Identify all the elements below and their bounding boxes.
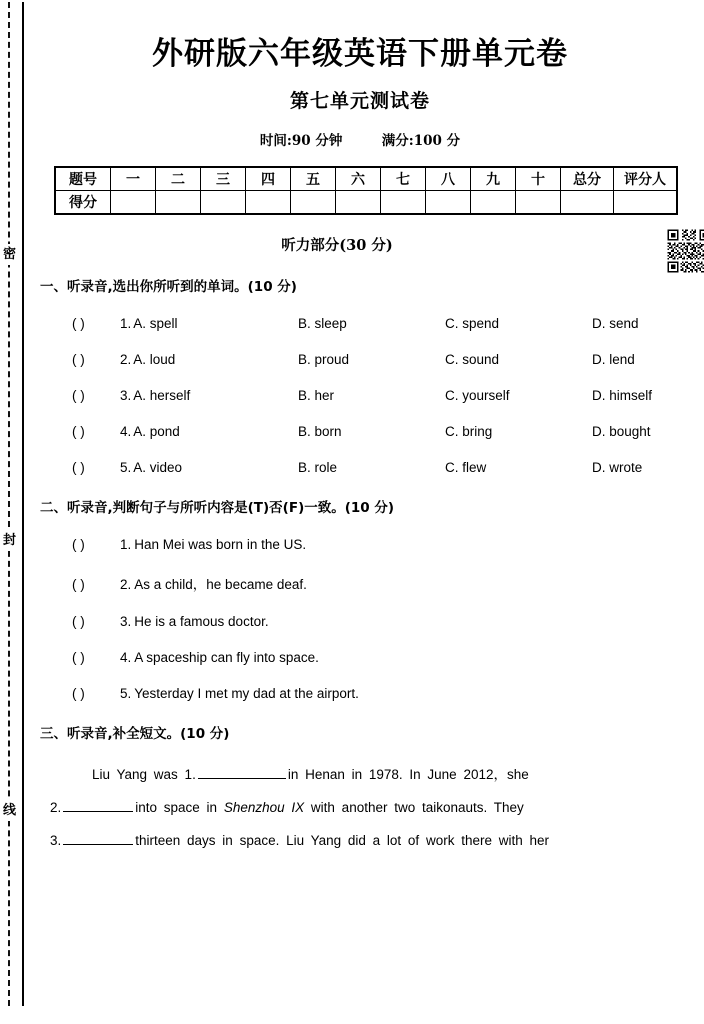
column-header-10: 十 bbox=[516, 167, 561, 191]
blank-2[interactable] bbox=[63, 798, 133, 812]
option-a-label: A. loud bbox=[133, 352, 176, 367]
answer-bracket-1-3[interactable]: ( ) bbox=[72, 388, 85, 403]
score-cell-4[interactable] bbox=[246, 191, 291, 215]
answer-bracket-2-2[interactable]: ( ) bbox=[72, 577, 85, 592]
question-row bbox=[72, 316, 704, 331]
passage-line-1-post: in Henan in 1978. In June 2012，she bbox=[287, 767, 529, 782]
statement-text: As a child，he became deaf. bbox=[134, 577, 307, 592]
option-a-label: A. spell bbox=[133, 316, 178, 331]
option-a-label: A. pond bbox=[133, 424, 180, 439]
option-a[interactable] bbox=[120, 388, 298, 403]
column-header-7: 七 bbox=[381, 167, 426, 191]
option-c[interactable]: C. yourself bbox=[445, 388, 510, 403]
passage-line-1-pre: Liu Yang was 1. bbox=[92, 767, 196, 782]
passage-line-1 bbox=[50, 758, 680, 791]
page-title: 外研版六年级英语下册单元卷 bbox=[152, 36, 568, 72]
statement-text: A spaceship can fly into space. bbox=[134, 650, 319, 665]
question-number: 4. bbox=[120, 424, 132, 439]
passage-line-2-a: into space in bbox=[135, 800, 218, 815]
question-number: 5. bbox=[120, 460, 132, 475]
score-cell-grader[interactable] bbox=[614, 191, 678, 215]
row-header-score: 得分 bbox=[55, 191, 111, 215]
score-cell-2[interactable] bbox=[156, 191, 201, 215]
option-a[interactable] bbox=[120, 352, 298, 367]
question-number: 4. bbox=[120, 650, 132, 665]
statement-text: Yesterday I met my dad at the airport. bbox=[134, 686, 359, 701]
listening-part-banner bbox=[30, 234, 704, 255]
score-cell-3[interactable] bbox=[201, 191, 246, 215]
column-header-6: 六 bbox=[336, 167, 381, 191]
exam-time-label: 时间:90 分钟 bbox=[259, 133, 343, 149]
page-subtitle: 第七单元测试卷 bbox=[289, 90, 430, 112]
question-row bbox=[72, 424, 704, 439]
option-a[interactable] bbox=[120, 460, 298, 475]
score-table bbox=[54, 166, 678, 215]
option-a[interactable] bbox=[120, 316, 298, 331]
option-a-label: A. herself bbox=[133, 388, 191, 403]
score-cell-7[interactable] bbox=[381, 191, 426, 215]
exam-paper-body bbox=[30, 0, 704, 1024]
option-a[interactable] bbox=[120, 424, 298, 439]
column-header-grader: 评分人 bbox=[614, 167, 678, 191]
passage-italic-title: Shenzhou IX bbox=[223, 800, 305, 815]
answer-bracket-1-2[interactable]: ( ) bbox=[72, 352, 85, 367]
option-c[interactable]: C. bring bbox=[445, 424, 493, 439]
exam-total-score-label: 满分:100 分 bbox=[381, 133, 461, 149]
row-header-question-number: 题号 bbox=[55, 167, 111, 191]
answer-bracket-2-3[interactable]: ( ) bbox=[72, 614, 85, 629]
blank-3-number: 3. bbox=[50, 833, 62, 848]
section-3-heading: 三、听录音,补全短文。(10 分) bbox=[40, 726, 230, 742]
seal-char-xian: 线 bbox=[2, 800, 17, 821]
option-d[interactable]: D. bought bbox=[592, 424, 651, 439]
score-cell-9[interactable] bbox=[471, 191, 516, 215]
section-2-heading: 二、听录音,判断句子与所听内容是(T)否(F)一致。(10 分) bbox=[40, 500, 395, 516]
column-header-total: 总分 bbox=[561, 167, 614, 191]
option-b[interactable]: B. sleep bbox=[298, 316, 347, 331]
blank-2-number: 2. bbox=[50, 800, 62, 815]
option-d[interactable]: D. wrote bbox=[592, 460, 643, 475]
passage-line-3 bbox=[50, 824, 680, 857]
column-header-3: 三 bbox=[201, 167, 246, 191]
answer-bracket-1-5[interactable]: ( ) bbox=[72, 460, 85, 475]
statement-row bbox=[72, 573, 704, 593]
answer-bracket-1-4[interactable]: ( ) bbox=[72, 424, 85, 439]
question-number: 3. bbox=[120, 388, 132, 403]
question-number: 1. bbox=[120, 537, 132, 552]
option-a-label: A. video bbox=[133, 460, 183, 475]
answer-bracket-2-4[interactable]: ( ) bbox=[72, 650, 85, 665]
seal-dotted-line bbox=[8, 2, 10, 1006]
option-c[interactable]: C. flew bbox=[445, 460, 487, 475]
question-row bbox=[72, 460, 704, 475]
table-row-question-numbers bbox=[55, 167, 677, 191]
statement-row bbox=[72, 537, 704, 552]
option-d[interactable]: D. lend bbox=[592, 352, 635, 367]
statement-row bbox=[72, 686, 704, 701]
question-number: 5. bbox=[120, 686, 132, 701]
listening-part-label: 听力部分(30 分) bbox=[281, 237, 393, 254]
passage-line-3-text: thirteen days in space. Liu Yang did a lot of work there with her bbox=[135, 833, 549, 848]
option-d[interactable]: D. himself bbox=[592, 388, 653, 403]
column-header-9: 九 bbox=[471, 167, 516, 191]
score-cell-total[interactable] bbox=[561, 191, 614, 215]
blank-1[interactable] bbox=[198, 765, 286, 779]
seal-line-margin bbox=[0, 0, 30, 1006]
score-cell-6[interactable] bbox=[336, 191, 381, 215]
score-cell-10[interactable] bbox=[516, 191, 561, 215]
question-number: 2. bbox=[120, 577, 132, 592]
section-1-heading: 一、听录音,选出你所听到的单词。(10 分) bbox=[40, 279, 297, 295]
score-cell-8[interactable] bbox=[426, 191, 471, 215]
seal-char-mi: 密 bbox=[2, 244, 17, 265]
statement-row bbox=[72, 650, 704, 665]
column-header-2: 二 bbox=[156, 167, 201, 191]
option-c[interactable]: C. spend bbox=[445, 316, 500, 331]
question-number: 1. bbox=[120, 316, 132, 331]
score-table-wrapper bbox=[54, 166, 668, 215]
statement-text: He is a famous doctor. bbox=[134, 614, 269, 629]
option-b[interactable]: B. born bbox=[298, 424, 342, 439]
option-b[interactable]: B. role bbox=[298, 460, 338, 475]
passage-line-2-b: with another two taikonauts. They bbox=[310, 800, 524, 815]
answer-bracket-2-1[interactable]: ( ) bbox=[72, 537, 85, 552]
cloze-passage bbox=[50, 758, 680, 857]
passage-line-2 bbox=[50, 791, 680, 824]
table-row-scores bbox=[55, 191, 677, 215]
column-header-8: 八 bbox=[426, 167, 471, 191]
qr-code-icon[interactable] bbox=[666, 228, 704, 274]
answer-bracket-2-5[interactable]: ( ) bbox=[72, 686, 85, 701]
option-d[interactable]: D. send bbox=[592, 316, 639, 331]
blank-3[interactable] bbox=[63, 831, 133, 845]
column-header-4: 四 bbox=[246, 167, 291, 191]
question-row bbox=[72, 388, 704, 403]
answer-bracket-1-1[interactable]: ( ) bbox=[72, 316, 85, 331]
question-row bbox=[72, 352, 704, 367]
question-number: 3. bbox=[120, 614, 132, 629]
statement-row bbox=[72, 614, 704, 629]
score-cell-5[interactable] bbox=[291, 191, 336, 215]
column-header-5: 五 bbox=[291, 167, 336, 191]
option-b[interactable]: B. her bbox=[298, 388, 335, 403]
column-header-1: 一 bbox=[111, 167, 156, 191]
option-b[interactable]: B. proud bbox=[298, 352, 350, 367]
score-cell-1[interactable] bbox=[111, 191, 156, 215]
seal-char-feng: 封 bbox=[2, 530, 17, 551]
seal-solid-line bbox=[22, 2, 24, 1006]
question-number: 2. bbox=[120, 352, 132, 367]
statement-text: Han Mei was born in the US. bbox=[134, 537, 307, 552]
exam-meta bbox=[30, 129, 704, 149]
option-c[interactable]: C. sound bbox=[445, 352, 500, 367]
